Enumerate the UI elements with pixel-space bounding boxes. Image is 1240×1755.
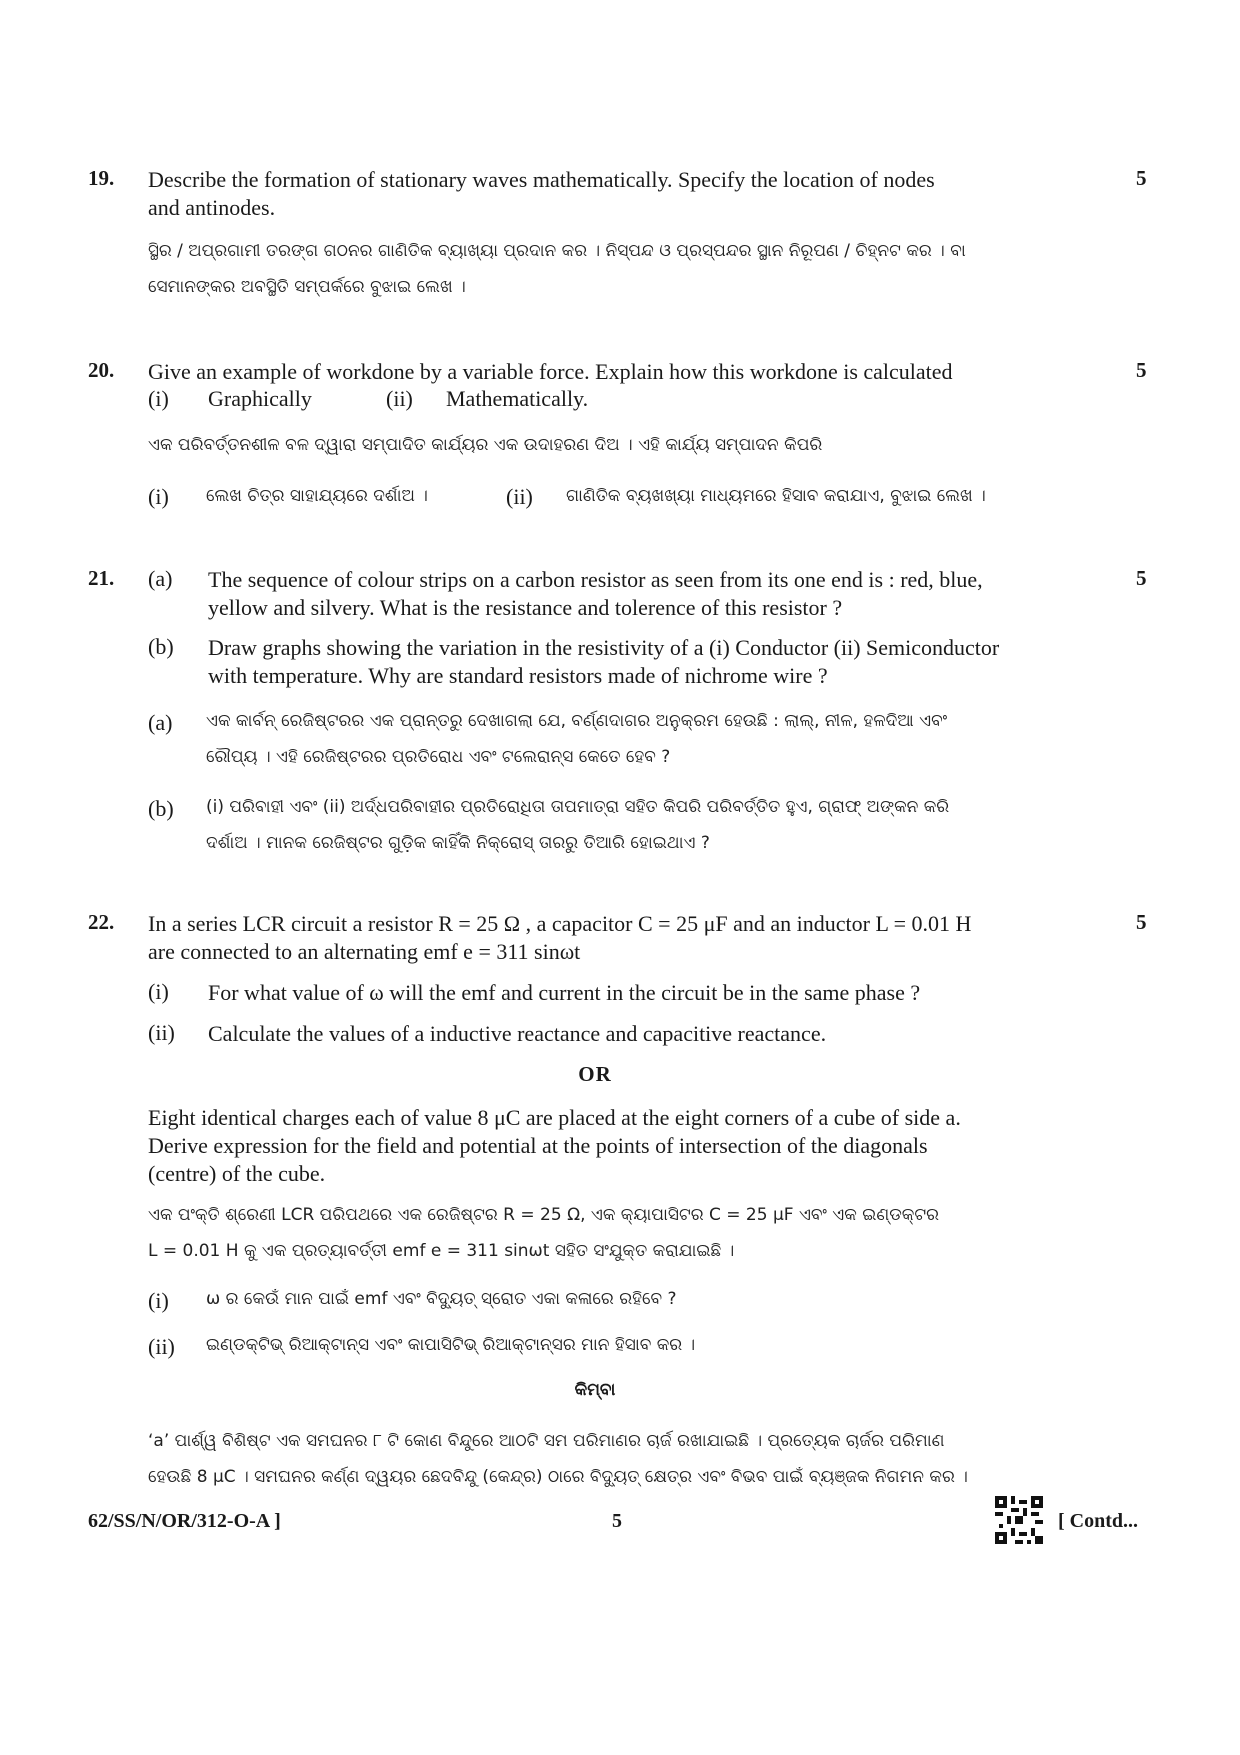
item-label: (i) <box>148 386 169 411</box>
item-text-od: ω ର କେଉଁ ମାନ ପାଇଁ emf ଏବଂ ବିଦ୍ୟୁତ୍ ସ୍ରୋତ ଏକା କଳାରେ ରହିବେ ? <box>206 1289 677 1309</box>
item-text: with temperature. Why are standard resistors made of nichrome wire ? <box>208 663 828 688</box>
question-number: 22. <box>88 910 115 934</box>
or-question-text: Eight identical charges each of value 8 μC are placed at the eight corners of a cube of side a. <box>148 1105 961 1130</box>
item-text: ଲେଖ ଚିତ୍ର ସାହାଯ୍ୟରେ ଦର୍ଶାଅ । <box>206 486 428 506</box>
item-text: Calculate the values of a inductive reactance and capacitive reactance. <box>208 1021 827 1046</box>
question-marks: 5 <box>1136 358 1147 382</box>
or-question-text: (centre) of the cube. <box>148 1161 326 1186</box>
question-text-od: L = 0.01 H କୁ ଏକ ପ୍ରତ୍ୟାବର୍ତ୍ତୀ emf e = 311 sinωt ସହିତ ସଂଯୁକ୍ତ କରାଯାଇଛି । <box>148 1241 735 1261</box>
item-label: (ii) <box>506 484 533 509</box>
item-label: (ii) <box>386 386 413 411</box>
question-text-od: ଏକ ପଂକ୍ତି ଶ୍ରେଣୀ LCR ପରିପଥରେ ଏକ ରେଜିଷ୍ଟର R = 25 Ω, ଏକ କ୍ୟାପାସିଟର C = 25 μF ଏବଂ ଏକ ଇଣ୍ଡକ୍ଟର <box>148 1205 940 1225</box>
or-question-text: Derive expression for the field and potential at the points of intersection of the diagonals <box>148 1133 928 1158</box>
item-text-od: ରୌପ୍ୟ । ଏହି ରେଜିଷ୍ଟରର ପ୍ରତିରୋଧ ଏବଂ ଟଲେରାନ୍ସ କେତେ ହେବ ? <box>206 747 671 767</box>
question-text-en: Give an example of workdone by a variable force. Explain how this workdone is calculated <box>148 359 953 384</box>
question-number: 21. <box>88 566 115 590</box>
item-label: (ii) <box>148 1020 175 1045</box>
question-text-od: ସେମାନଙ୍କର ଅବସ୍ଥିତି ସମ୍ପର୍କରେ ବୁଝାଇ ଲେଖ । <box>148 277 466 297</box>
item-text-od: (i) ପରିବାହୀ ଏବଂ (ii) ଅର୍ଦ୍ଧପରିବାହୀର ପ୍ରତିରୋଧିତା ତାପମାତ୍ରା ସହିତ କିପରି ପରିବର୍ତ୍ତିତ ହୁଏ, ଗ୍ରାଫ୍ ଅଙ୍କନ କରି <box>206 797 950 817</box>
item-text-od: ଏକ କାର୍ବନ୍ ରେଜିଷ୍ଟରର ଏକ ପ୍ରାନ୍ତରୁ ଦେଖାଗଲା ଯେ, ବର୍ଣ୍ଣଦାଗର ଅନୁକ୍ରମ ହେଉଛି : ଲାଲ୍, ନୀଳ, ହଳଦିଆ ଏବଂ <box>206 711 948 731</box>
paper-code: 62/SS/N/OR/312-O-A ] <box>88 1510 281 1532</box>
question-number: 20. <box>88 358 115 382</box>
item-text: For what value of ω will the emf and current in the circuit be in the same phase ? <box>208 980 921 1005</box>
continued-label: [ Contd... <box>1058 1510 1139 1532</box>
item-label: (i) <box>148 1288 169 1313</box>
or-separator-od: କିମ୍ବା <box>574 1380 616 1400</box>
item-text: Graphically <box>208 386 312 411</box>
page-number: 5 <box>612 1510 622 1532</box>
question-text-en: Describe the formation of stationary waves mathematically. Specify the location of nodes <box>148 167 935 192</box>
item-label: (b) <box>148 634 174 659</box>
question-text-en: In a series LCR circuit a resistor R = 25 Ω , a capacitor C = 25 μF and an inductor L = 0.01 H <box>148 911 972 936</box>
question-marks: 5 <box>1136 166 1147 190</box>
item-text-od: ଦର୍ଶାଅ । ମାନକ ରେଜିଷ୍ଟର ଗୁଡ଼ିକ କାହିଁକି ନିକ୍ରୋସ୍ ତାରରୁ ତିଆରି ହୋଇଥାଏ ? <box>206 833 710 853</box>
item-text: Mathematically. <box>446 386 589 411</box>
or-question-text-od: ହେଉଛି 8 μC । ସମଘନର କର୍ଣ୍ଣ ଦ୍ୱୟର ଛେଦବିନ୍ଦୁ (କେନ୍ଦ୍ର) ଠାରେ ବିଦ୍ୟୁତ୍ କ୍ଷେତ୍ର ଏବଂ ବିଭବ ପାଇଁ ବ୍ୟଞ୍ଜକ ନିଗମନ କର । <box>148 1467 968 1487</box>
question-text-en: and antinodes. <box>148 195 276 220</box>
question-marks: 5 <box>1136 910 1147 934</box>
or-separator: OR <box>578 1062 612 1086</box>
item-text-od: ଇଣ୍ଡକ୍ଟିଭ୍ ରିଆକ୍ଟାନ୍ସ ଏବଂ କାପାସିଟିଭ୍ ରିଆକ୍ଟାନ୍ସର ମାନ ହିସାବ କର । <box>206 1335 696 1355</box>
question-text-od: ସ୍ଥିର / ଅପ୍ରଗାମୀ ତରଙ୍ଗ ଗଠନର ଗାଣିତିକ ବ୍ୟାଖ୍ୟା ପ୍ରଦାନ କର । ନିସ୍ପନ୍ଦ ଓ ପ୍ରସ୍ପନ୍ଦର ସ୍ଥାନ ନିରୂପଣ / ଚିହ୍ନଟ କର । ବା <box>148 241 966 261</box>
item-text: yellow and silvery. What is the resistance and tolerence of this resistor ? <box>208 595 843 620</box>
question-text-od: ଏକ ପରିବର୍ତ୍ତନଶୀଳ ବଳ ଦ୍ୱାରା ସମ୍ପାଦିତ କାର୍ଯ୍ୟର ଏକ ଉଦାହରଣ ଦିଅ । ଏହି କାର୍ଯ୍ୟ ସମ୍ପାଦନ କିପରି <box>148 435 823 455</box>
item-label: (b) <box>148 796 174 821</box>
question-marks: 5 <box>1136 566 1147 590</box>
item-text: ଗାଣିତିକ ବ୍ୟଖଖ୍ୟା ମାଧ୍ୟମରେ ହିସାବ କରାଯାଏ, ବୁଝାଇ ଲେଖ । <box>566 486 986 506</box>
item-text: Draw graphs showing the variation in the resistivity of a (i) Conductor (ii) Semiconductor <box>208 635 1000 660</box>
item-label: (ii) <box>148 1334 175 1359</box>
question-text-en: are connected to an alternating emf e = 311 sinωt <box>148 939 581 964</box>
item-label: (a) <box>148 566 173 591</box>
item-text: The sequence of colour strips on a carbon resistor as seen from its one end is : red, blue, <box>208 567 983 592</box>
item-label: (i) <box>148 979 169 1004</box>
item-label: (i) <box>148 484 169 509</box>
question-number: 19. <box>88 166 115 190</box>
item-label: (a) <box>148 710 173 735</box>
or-question-text-od: ‘a’ ପାର୍ଶ୍ୱ ବିଶିଷ୍ଟ ଏକ ସମଘନର ୮ ଟି କୋଣ ବିନ୍ଦୁରେ ଆଠଟି ସମ ପରିମାଣର ଚାର୍ଜ ରଖାଯାଇଛି । ପ୍ରତ୍ୟେକ ଚାର୍ଜର ପରିମାଣ <box>148 1431 945 1451</box>
qr-code-icon <box>995 1496 1043 1544</box>
